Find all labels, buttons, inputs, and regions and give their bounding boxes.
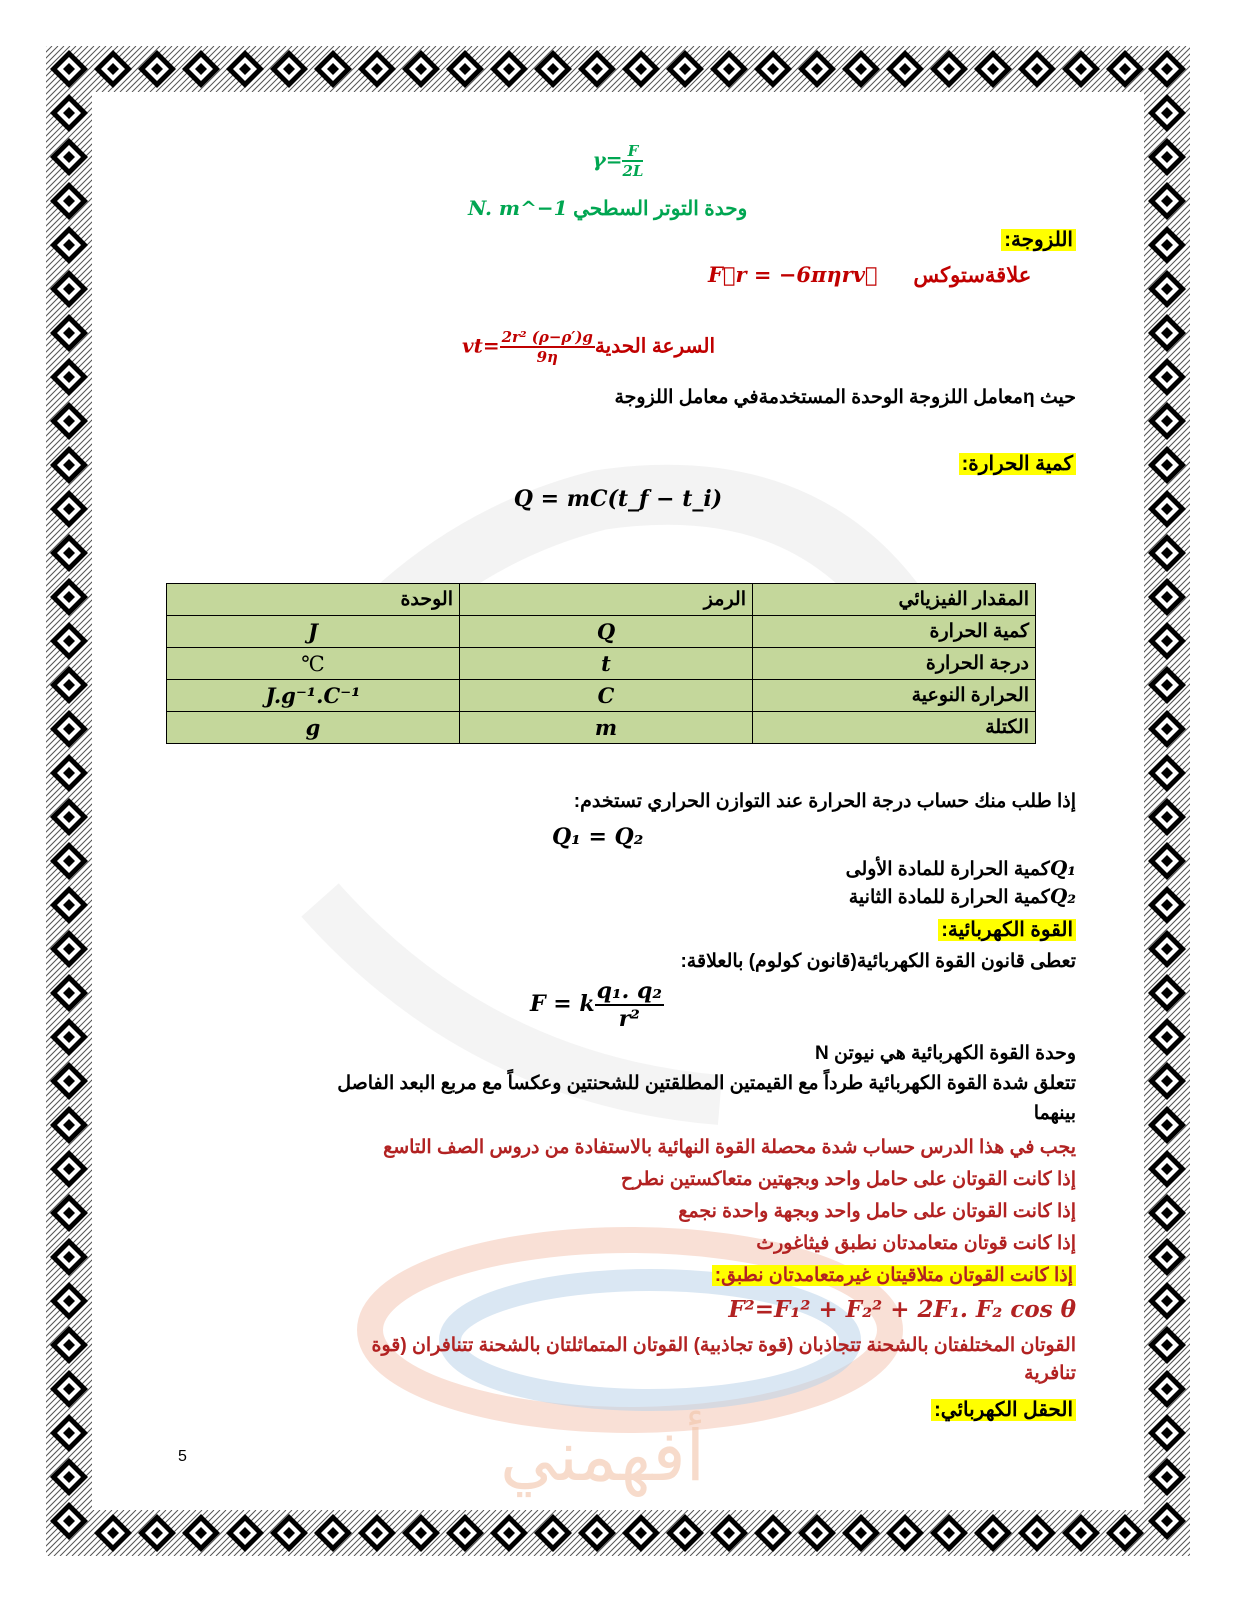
terminal-velocity: vt= $\frac{\text{2r² (ρ−ρ′)g}}{9\eta}$ السرعة الحدية [462,328,716,366]
electric-field-heading: الحقل الكهربائي: [931,1398,1076,1422]
table-row [167,712,1036,744]
decorative-border-top [46,46,1190,92]
charges-line-2: تنافرية [1024,1363,1076,1384]
relation-line-1: تتعلق شدة القوة الكهربائية طرداً مع القيمتين المطلقتين للشحنتين وعكساً مع مربع البعد الفاصل [337,1073,1076,1094]
coulomb-formula: F = k $\frac{\text{q₁. q₂}}{\text{r²}}$ [530,978,662,1032]
resultant-note: يجب في هذا الدرس حساب شدة محصلة القوة النهائية بالاستفادة من دروس الصف التاسع [383,1137,1076,1158]
decorative-border-left [46,46,92,1556]
cosine-law-formula: F²=F₁² + F₂² + 2F₁. F₂ cos θ [728,1296,1076,1323]
cell-quantity: كمية الحرارة [753,616,1036,648]
equilibrium-intro: إذا طلب منك حساب درجة الحرارة عند التوازن الحراري تستخدم: [573,791,1076,812]
cell-quantity: الكتلة [753,712,1036,744]
same-direction-note: إذا كانت القوتان على حامل واحد وبجهة واحدة نجمع [678,1201,1076,1222]
heat-heading: كمية الحرارة: [959,452,1076,476]
table-row [167,648,1036,680]
cell-unit: J [167,616,460,648]
viscosity-heading: اللزوجة: [1001,228,1076,252]
header-quantity: المقدار الفيزيائي [753,584,1036,616]
force-unit-line: وحدة القوة الكهربائية هي نيوتن N [815,1043,1076,1064]
stokes-law: F⃗r = −6πηrv⃗ علاقةستوكس [708,262,1032,287]
cell-symbol: C [460,680,753,712]
non-perpendicular-note: إذا كانت القوتان متلاقيتان غيرمتعامدتان نطبق: [712,1264,1076,1288]
watermark-text: أفهمني [500,1415,706,1497]
table-row [167,616,1036,648]
viscosity-note: حيث ηمعامل اللزوجة الوحدة المستخدمةفي معامل اللزوجة [614,387,1076,408]
electric-force-heading: القوة الكهربائية: [938,918,1076,942]
cell-unit: ℃ [167,648,460,680]
cell-symbol: Q [460,616,753,648]
perpendicular-note: إذا كانت قوتان متعامدتان نطبق فيثاغورث [756,1233,1076,1254]
q2-definition: Q₂كمية الحرارة للمادة الثانية [848,884,1076,908]
cell-unit: J.g⁻¹.C⁻¹ [167,680,460,712]
coulomb-intro: تعطى قانون القوة الكهربائية(قانون كولوم) بالعلاقة: [680,951,1076,972]
relation-line-2: بينهما [1033,1103,1076,1124]
cell-unit: g [167,712,460,744]
header-unit: الوحدة [167,584,460,616]
cell-quantity: الحرارة النوعية [753,680,1036,712]
surface-tension-formula: γ= $\frac{F}{2L}$ [592,142,644,180]
opposite-forces-note: إذا كانت القوتان على حامل واحد وبجهتين متعاكستين نطرح [620,1169,1076,1190]
surface-tension-unit: N. m^−1 وحدة التوتر السطحي [468,196,748,220]
equilibrium-formula: Q₁ = Q₂ [552,824,644,850]
heat-quantities-table [166,583,1036,744]
cell-symbol: t [460,648,753,680]
decorative-border-bottom [46,1510,1190,1556]
header-symbol: الرمز [460,584,753,616]
q1-definition: Q₁كمية الحرارة للمادة الأولى [845,856,1076,880]
heat-formula: Q = mC(t_f − t_i) [513,486,723,512]
decorative-border-right [1144,46,1190,1556]
cell-quantity: درجة الحرارة [753,648,1036,680]
cell-symbol: m [460,712,753,744]
page-number: 5 [178,1448,187,1465]
charges-line-1: القوتان المختلفتان بالشحنة تتجاذبان (قوة تجاذبية) القوتان المتماثلتان بالشحنة تتنافران (قوة [371,1335,1076,1356]
table-row [167,680,1036,712]
table-header-row [167,584,1036,616]
